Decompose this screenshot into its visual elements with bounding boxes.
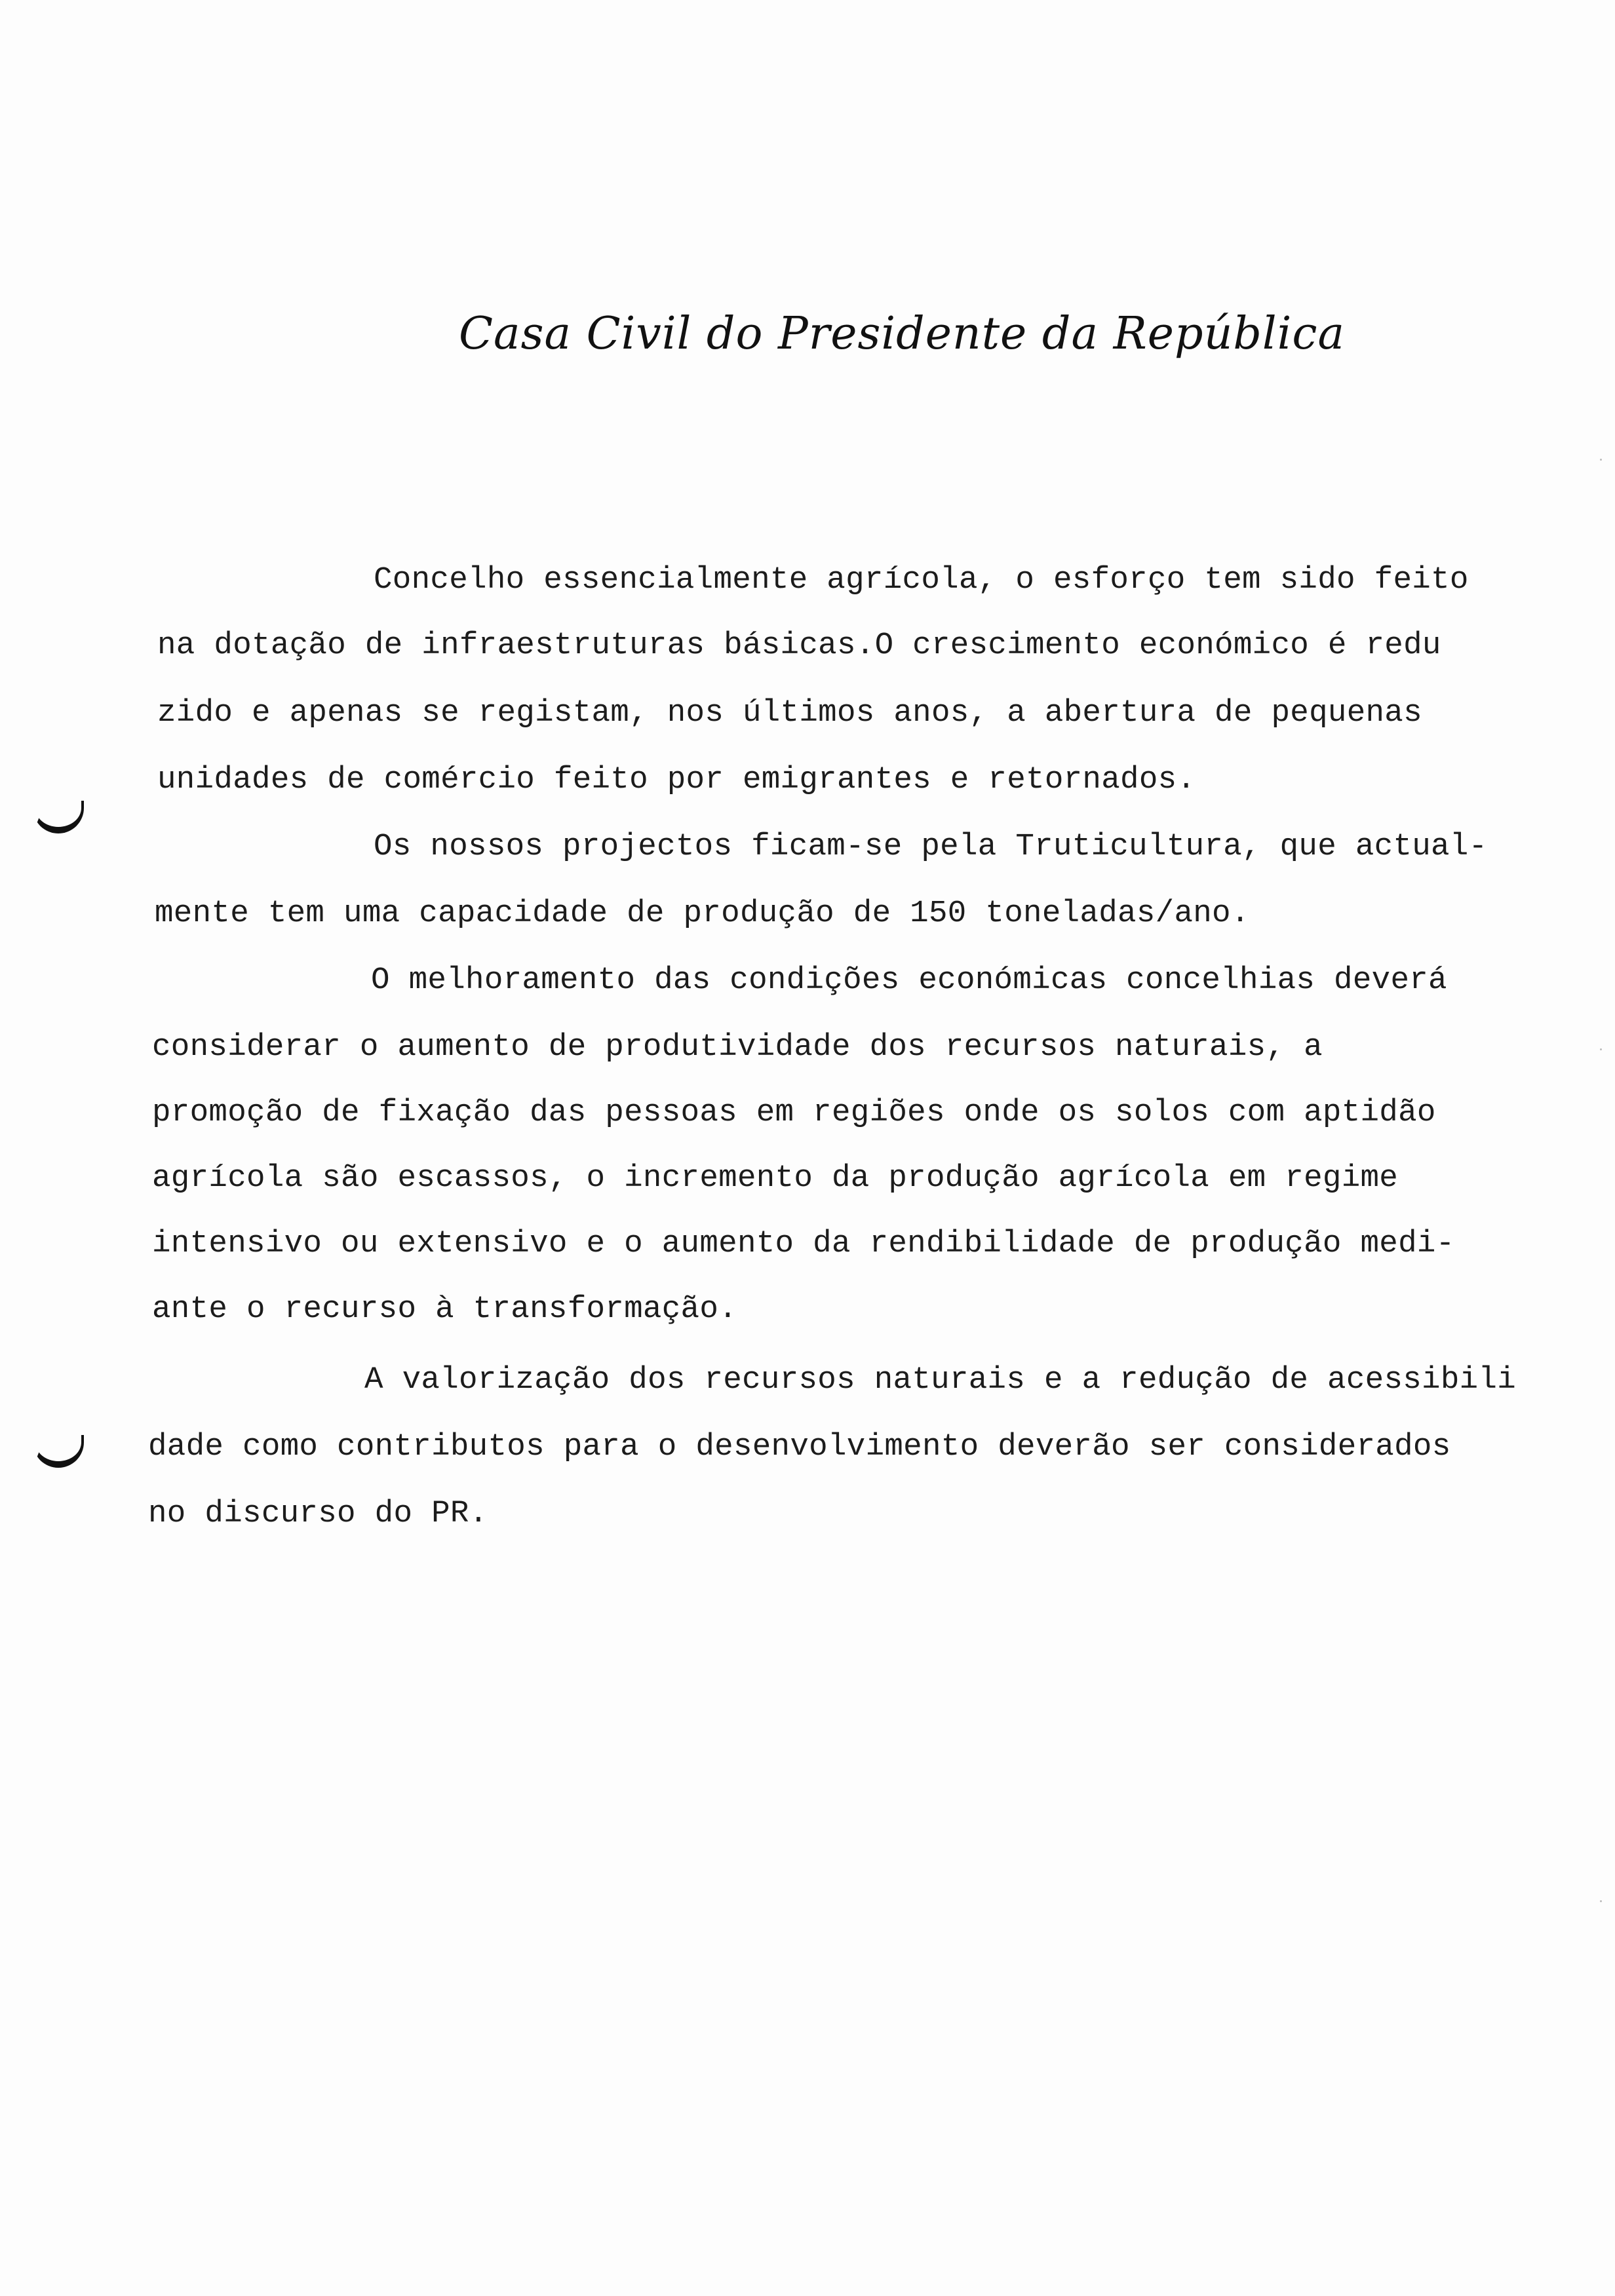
text-line: no discurso do PR. [148, 1496, 488, 1531]
text-line: mente tem uma capacidade de produção de 150 toneladas/ano. [155, 896, 1250, 931]
text-line: considerar o aumento de produtividade dos recursos naturais, a [152, 1029, 1323, 1065]
text-line: intensivo ou extensivo e o aumento da rendibilidade de produção medi- [152, 1226, 1455, 1261]
text-line: A valorização dos recursos naturais e a redução de acessibili [364, 1362, 1517, 1398]
text-line: Concelho essencialmente agrícola, o esforço tem sido feito [374, 562, 1469, 598]
text-line: ante o recurso à transformação. [152, 1292, 737, 1327]
binder-hole-mark-bottom [33, 1435, 84, 1468]
text-line: dade como contributos para o desenvolvimento deverão ser considerados [148, 1429, 1451, 1464]
text-line: O melhoramento das condições económicas concelhias deverá [371, 963, 1447, 998]
text-line: agrícola são escassos, o incremento da produção agrícola em regime [152, 1160, 1399, 1196]
text-line: na dotação de infraestruturas básicas.O crescimento económico é redu [157, 628, 1441, 663]
letterhead-title: Casa Civil do Presidente da República [459, 308, 1346, 360]
scan-speck [1600, 459, 1602, 461]
text-line: promoção de fixação das pessoas em regiões onde os solos com aptidão [152, 1095, 1436, 1130]
text-line: Os nossos projectos ficam-se pela Truticultura, que actual- [374, 829, 1488, 864]
text-line: zido e apenas se registam, nos últimos anos, a abertura de pequenas [157, 695, 1422, 731]
scan-speck [1600, 1048, 1602, 1050]
scan-speck [1600, 1900, 1602, 1902]
text-line: unidades de comércio feito por emigrantes e retornados. [157, 762, 1196, 797]
binder-hole-mark-top [33, 801, 84, 833]
